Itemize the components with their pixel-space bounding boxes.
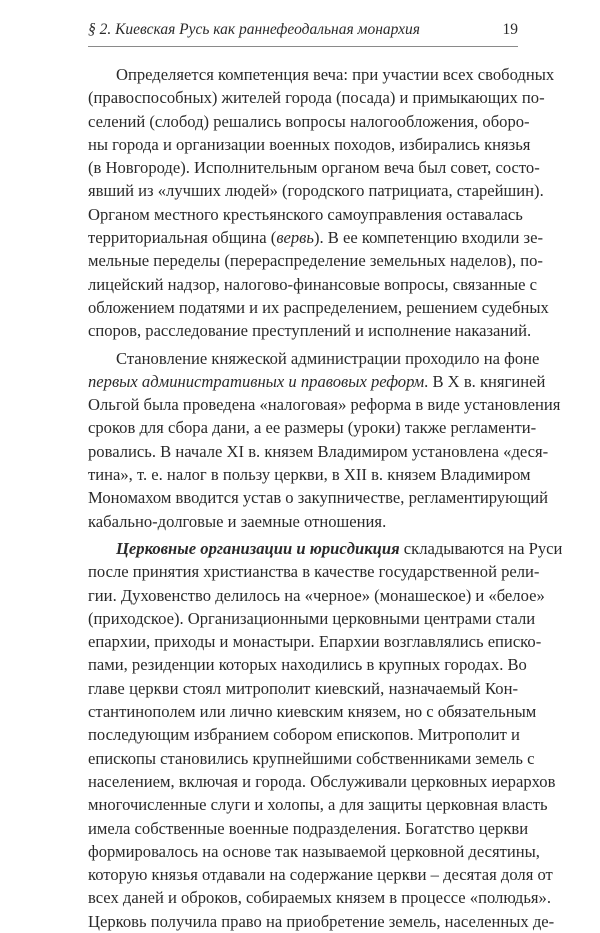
text-run: имела собственные военные подразделения. Богатство церкви (88, 818, 529, 838)
text-line (88, 179, 544, 202)
text-run: споров, расследование преступлений и исполнение наказаний. (88, 321, 532, 341)
text-run: Ольгой была проведена «налоговая» реформа в виде установления (88, 395, 561, 415)
text-run: ровались. В начале XI в. князем Владимиром установлена «деся- (88, 441, 549, 461)
text-run: тина», т. е. налог в пользу церкви, в XII в. князем Владимиром (88, 465, 531, 485)
text-run: всех даней и оброков, собираемых князем в процессе «полюдья». (88, 888, 551, 908)
text-line (88, 416, 537, 439)
text-line (88, 886, 551, 909)
text-run: явший из «лучших людей» (городского патрициата, старейшин). (88, 181, 544, 201)
bold-italic-run: Церковные организации и юрисдикция (116, 538, 400, 558)
italic-run: первых административных и правовых реформ (88, 371, 425, 391)
text-line (88, 110, 530, 133)
text-run: кабально-долговые и заемные отношения. (88, 511, 387, 531)
text-line (88, 133, 531, 156)
text-run: последующим избранием собором епископов. Митрополит и (88, 725, 520, 745)
text-run: ). В ее компетенцию входили зе- (313, 228, 544, 248)
text-line (88, 677, 518, 700)
text-run: Определяется компетенция веча: при участии всех свободных (116, 65, 555, 84)
text-line (88, 486, 549, 509)
text-run: Становление княжеской администрации проходило на фоне (116, 348, 540, 368)
text-run: Мономахом вводится устав о закупничестве, регламентирующий (88, 488, 549, 508)
text-run: обложением податями и их распределением, решением судебных (88, 297, 549, 317)
text-line (88, 653, 527, 676)
text-run: территориальная община ( (88, 228, 277, 248)
text-run: ны города и организации военных походов, избирались князья (88, 134, 531, 154)
text-run: многочисленные слуги и холопы, а для защиты церковная власть (88, 795, 548, 815)
text-run: стантинополем или лично киевским князем, но с обязательным (88, 702, 537, 722)
text-line (88, 510, 518, 533)
text-line (88, 203, 523, 226)
paragraph (88, 347, 561, 533)
text-run: гии. Духовенство делилось на «черное» (монашеское) и «белое» (88, 585, 545, 605)
text-line (88, 370, 546, 393)
text-run: населением, включая и города. Обслуживали церковных иерархов (88, 771, 556, 791)
text-line (88, 584, 545, 607)
text-line (88, 537, 563, 560)
text-run: сроков для сбора дани, а ее размеры (уроки) также регламенти- (88, 418, 537, 438)
text-run: епархии, приходы и монастыри. Епархии возглавлялись еписко- (88, 632, 542, 652)
body-text (88, 63, 563, 933)
text-line (88, 630, 542, 653)
text-line (88, 156, 540, 179)
text-line (88, 249, 543, 272)
text-line (88, 910, 555, 933)
text-line (88, 747, 535, 770)
text-line (88, 319, 532, 342)
text-run: лицейский надзор, налогово-финансовые вопросы, связанные с (88, 274, 538, 294)
text-line (88, 793, 548, 816)
text-run: формировалось на основе так называемой церковной десятины, (88, 841, 540, 861)
text-line (88, 393, 561, 416)
text-run: селений (слобод) решались вопросы налогообложения, оборо- (88, 111, 530, 131)
text-line (88, 440, 549, 463)
text-run: (правоспособных) жителей города (посада) и примыкающих по- (88, 88, 545, 108)
text-line (88, 560, 540, 583)
text-run: пами, резиденции которых находились в крупных городах. Во (88, 655, 527, 675)
running-title: § 2. Киевская Русь как раннефеодальная монархия (88, 21, 420, 38)
text-run: мельные переделы (перераспределение земельных наделов), по- (88, 251, 543, 271)
header-rule (88, 46, 518, 47)
paragraph (88, 537, 563, 933)
text-run: . В X в. княгиней (424, 371, 546, 391)
text-line (88, 770, 556, 793)
text-line (88, 817, 529, 840)
text-line (88, 273, 538, 296)
paragraph (88, 63, 555, 343)
text-run: после принятия христианства в качестве государственной рели- (88, 562, 540, 582)
text-line (88, 63, 555, 86)
text-line (88, 463, 531, 486)
italic-run: вервь (276, 228, 314, 248)
page-number: 19 (502, 21, 518, 38)
text-run: складываются на Руси (399, 538, 563, 558)
text-run: (в Новгороде). Исполнительным органом веча был совет, состо- (88, 158, 540, 178)
running-head (88, 19, 518, 41)
text-run: главе церкви стоял митрополит киевский, назначаемый Кон- (88, 678, 518, 698)
text-run: (приходское). Организационными церковными центрами стали (88, 608, 536, 628)
text-line (88, 296, 549, 319)
text-line (88, 863, 553, 886)
text-line (88, 347, 540, 370)
text-run: которую князья отдавали на содержание церкви – десятая доля от (88, 865, 553, 885)
text-line (88, 723, 518, 746)
text-line (88, 226, 544, 249)
text-line (88, 607, 536, 630)
text-line (88, 86, 545, 109)
text-run: Церковь получила право на приобретение земель, населенных де- (88, 911, 555, 931)
text-line (88, 700, 537, 723)
text-line (88, 840, 540, 863)
text-run: Органом местного крестьянского самоуправления оставалась (88, 204, 523, 224)
text-run: епископы становились крупнейшими собственниками земель с (88, 748, 535, 768)
